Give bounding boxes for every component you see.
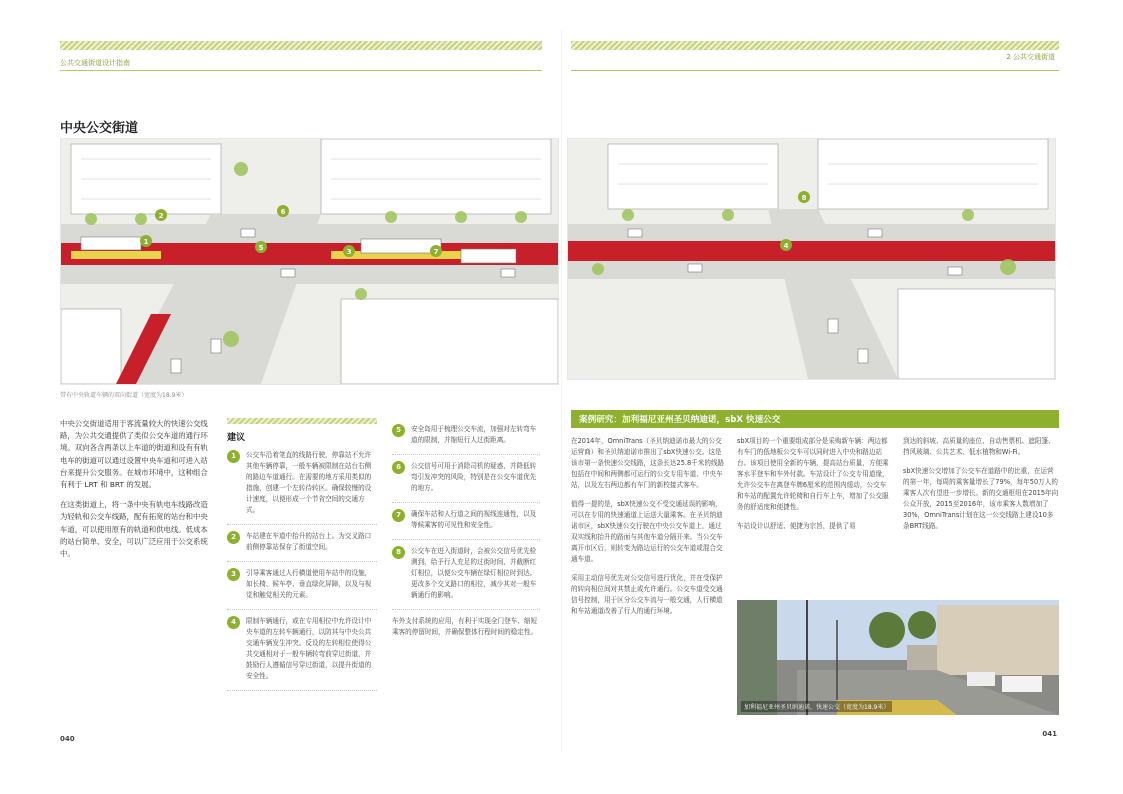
case-paragraph: sbX项目的一个重要组成部分是采购新车辆：两边都有车门的低地板公交车可以同时进入中央和路边站台。该项目使用全新的车辆，提高站台质量，方便乘客水平登车和车外付款。车站设计了公交专用道缘，允许公交车在离登车牌6厘米的范围内缓动，公交车和车站的配置允许轮椅和自行车上车，增加了公交服务的舒适度和便捷性。 xyxy=(737,437,889,511)
rec-number: 3 xyxy=(227,568,240,581)
case-paragraph: 在2014年，OmniTrans（圣贝纳迪诺市最大的公交运营商）和圣贝纳迪诺市推出了sbX快速公交。这是该市第一条快速公交线路，这条长达25.8千米的线路包括在中间和两侧都可运行的公交专用车道、中央车站，以及左右两边都有车门的新校接式客车。 xyxy=(571,437,725,489)
rec-text: 引导乘客通过人行横道使用车站中的设施，如长椅、候车亭、垂直绿化屏障，以及与视觉和触觉相关的元素。 xyxy=(246,569,372,599)
photo-drawing xyxy=(737,600,1059,715)
rec-number: 2 xyxy=(227,531,240,544)
case-study-title-bar: 案例研究：加利福尼亚州圣贝纳迪诺，sbX 快速公交 xyxy=(571,410,1059,428)
running-head-right: 2 公共交通街道 xyxy=(1006,53,1055,61)
marker-8: 8 xyxy=(801,194,807,202)
marker-5: 5 xyxy=(258,244,264,252)
intro-paragraph: 在这类街道上，将一条中央有轨电车线路改造为轻轨和公交车线路，配有拓宽的站台和中央车道，可以使用原有的轨道和供电线。低成本的站台简单、安全，可以广泛应用于公交系统中。 xyxy=(60,500,208,559)
case-paragraph: 采用主动信号优先对公交信号进行优化，并在受保护的转向相位间对其禁止或允许通行。公交车道受交通信号控制，用于区分公交车流与一般交通，人行横道和车站通道改善了行人的通行环境。 xyxy=(571,574,723,615)
rec-text: 公交车在进入街道时，会被公交信号优先检测到，给予行人充足的过街时间，并截断红灯相位，以便公交车辆在绿灯相位时到达。更改多个交叉路口的相位，减少其对一般车辆通行的影响。 xyxy=(411,547,537,599)
recommendations-column-a xyxy=(227,444,377,691)
case-paragraph: 到达的斜坡、高质量的座位、自动售票机、遮阳篷、挡风玻璃、公共艺术、低水植物和Wi-Fi。 xyxy=(903,437,1055,456)
rec-number: 1 xyxy=(227,450,240,463)
rec-text: 限制车辆通行，或在专用相位中允许设计中央车道的左转车辆通行，以防其与中央公共交通车辆发生冲突。反设的左转相位使得公共交通相对于一般车辆转弯前穿过街道，并鼓励行人遵循信号穿过街道，以提升街道的安全性。 xyxy=(246,617,372,680)
rec-text: 公交信号可用于消除司机的疑惑，并降低转弯引发冲突的风险，特别是在公交车道优先的地方。 xyxy=(411,462,537,492)
rec-text: 安全岛用于梳理公交车流，加强对左转弯车道的限制，并缩短行人过街距离。 xyxy=(411,425,537,444)
case-paragraph: sbX快速公交增加了公交车在道路中的比重，在运营的第一年，每周的乘客量增长了79%，每年50万人的乘客人次有望进一步增长。新的交通枢纽在2015年向公众开放，2015至2016年，该市乘客人数增加了30%，OmniTrans计划在这一公交线路上建设10多条BRT线路。 xyxy=(903,467,1059,530)
street-drawing xyxy=(61,139,558,384)
recommendation-item xyxy=(227,610,377,691)
case-paragraph: 车站设计以舒适、便捷为宗旨，提供了易 xyxy=(737,522,856,530)
rec-number: 4 xyxy=(227,616,240,629)
rec-text: 车站建在车道中抬升的站台上。为交叉路口前侧停靠站保存了街道空间。 xyxy=(246,532,372,551)
marker-6: 6 xyxy=(280,208,286,216)
header-hatch-band xyxy=(60,41,542,50)
illustration-caption: 带有中央轨道车辆的双向街道（宽度为18.9米） xyxy=(60,392,188,399)
marker-2: 2 xyxy=(158,212,164,220)
header-rule xyxy=(60,70,542,71)
rec-number: 6 xyxy=(392,461,405,474)
intro-text xyxy=(60,418,210,568)
recommendations-column-b xyxy=(392,418,540,638)
recommendation-item xyxy=(392,455,540,503)
rec-text: 确保车站和人行道之间的视线连通性，以及等候乘客的可见性和安全性。 xyxy=(411,510,537,529)
recommendation-item xyxy=(227,562,377,610)
page-title: 中央公交街道 xyxy=(60,121,139,136)
recommendation-item xyxy=(227,525,377,562)
marker-1: 1 xyxy=(143,238,149,246)
header-rule xyxy=(571,70,1059,71)
rec-number: 8 xyxy=(392,546,405,559)
recommendation-item xyxy=(392,418,540,455)
recommendations-heading: 建议 xyxy=(227,433,246,443)
rec-number: 7 xyxy=(392,509,405,522)
photo-caption: 加利福尼亚州圣贝纳迪诺，快速公交（宽度为18.9米） xyxy=(741,701,892,712)
marker-4: 4 xyxy=(783,242,789,250)
marker-3: 3 xyxy=(346,248,352,256)
street-illustration-left xyxy=(60,138,559,385)
intro-paragraph: 中央公交街道适用于客流量较大的快速公交线路，为公共交通提供了类似公交车道的通行环境。双向各含两条以上车道的街道和设有有轨电车的街道可以通过设置中央车道和可进入站台来提升公交服务。在城市环境中，这种组合有利于 LRT 和 BRT 的发展。 xyxy=(60,419,208,490)
street-illustration-right xyxy=(567,138,1056,380)
recommendation-item xyxy=(227,444,377,525)
case-paragraph: 值得一提的是，sbX快速公交不受交通延误的影响，可以在专用的快速通道上运送大量乘客。在圣贝纳迪诺市区，sbX快速公交行驶在中央公交车道上，通过双实线和抬升的路面与其他车道分隔开来。当公交车离开市区后，则转变为路边运行的公交车道或混合交通车道。 xyxy=(571,500,723,563)
case-column-1 xyxy=(571,436,726,625)
rec-number: 5 xyxy=(392,424,405,437)
recommendation-item xyxy=(392,540,540,610)
rec-hatch xyxy=(227,418,377,424)
rec-text: 公交车沿着笔直的线路行驶，停靠站不允许其他车辆停靠，一般车辆被限制在站台右侧的路边车道通行。在需要的地方采用类似的措施，创建一个左转待转区。确保较慢的设计速度，以便形成一个节省空间的交通方式。 xyxy=(246,451,372,514)
case-column-3 xyxy=(903,436,1059,540)
case-column-2 xyxy=(737,436,892,540)
recommendation-item xyxy=(392,503,540,540)
rec-tail-text: 车外支付系统的应用，有利于实现全门登车、缩短乘客的停留时间，并确保整体行程时间的稳定性。 xyxy=(392,617,538,636)
page-number-left: 040 xyxy=(60,735,75,743)
marker-7: 7 xyxy=(433,248,439,256)
street-drawing xyxy=(568,139,1055,379)
running-head-left: 公共交通街道设计指南 xyxy=(60,59,130,67)
page-number-right: 041 xyxy=(1042,730,1057,738)
right-page xyxy=(562,0,1123,794)
header-hatch-band xyxy=(571,41,1059,50)
street-photo xyxy=(737,600,1059,715)
left-page xyxy=(0,0,561,794)
